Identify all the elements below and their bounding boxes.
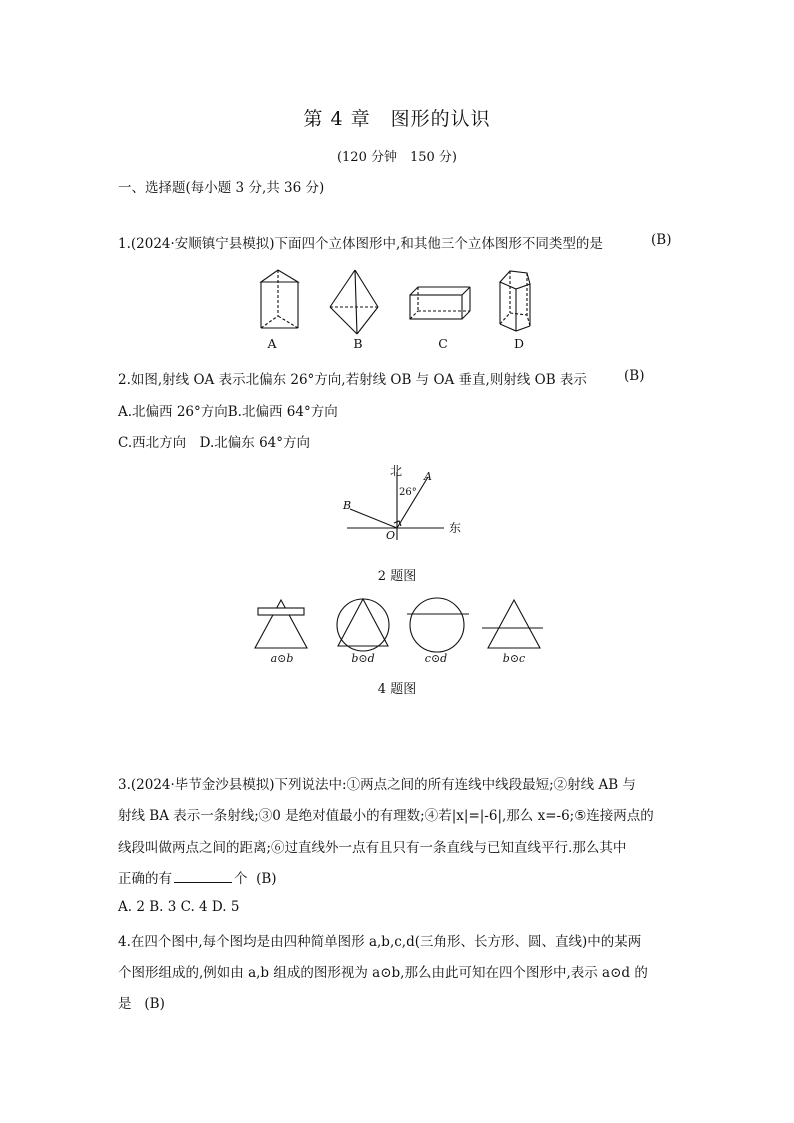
- question-4-shapes-figure: [250, 596, 550, 656]
- question-3-line-2: 射线 BA 表示一条射线;③0 是绝对值最小的有理数;④若|x|=|-6|,那么 x=-6;⑤连接两点的: [118, 808, 654, 824]
- solid-label-d: D: [513, 336, 525, 351]
- label-ray-a: A: [424, 470, 432, 483]
- shape-triangle-circle: [337, 599, 389, 651]
- figure-2-caption: 2 题图: [377, 569, 417, 584]
- question-3-line-4-prefix: 正确的有: [118, 871, 172, 887]
- ray-ob: [350, 509, 397, 528]
- page-subtitle: (120 分钟 150 分): [336, 150, 458, 165]
- figure-4-caption: 4 题图: [377, 682, 417, 697]
- question-4-line-3-text: 是: [118, 996, 132, 1012]
- question-2-answer: (B): [624, 368, 645, 384]
- label-angle: 26°: [399, 487, 417, 498]
- solid-d-pentagonal-prism: [500, 271, 530, 331]
- shape-label-1: a⊙b: [270, 652, 294, 665]
- question-3-line-4-suffix: 个: [234, 871, 248, 887]
- label-origin: O: [386, 529, 396, 542]
- question-3-line-3: 线段叫做两点之间的距离;⑥过直线外一点有且只有一条直线与已知直线平行.那么其中: [118, 840, 627, 856]
- label-north: 北: [390, 464, 403, 478]
- shape-label-2: b⊙d: [351, 652, 375, 665]
- solid-b-pyramid: [330, 270, 378, 334]
- question-4-line-1: 4.在四个图中,每个图均是由四种简单图形 a,b,c,d(三角形、长方形、圆、直线)中的某两: [118, 934, 642, 950]
- question-3-line-1: 3.(2024·毕节金沙县模拟)下列说法中:①两点之间的所有连线中线段最短;②射线 AB 与: [118, 777, 636, 793]
- solid-label-a: A: [267, 336, 277, 351]
- solid-label-c: C: [438, 336, 448, 351]
- question-2-options-2: C.西北方向 D.北偏东 64°方向: [118, 435, 310, 451]
- section-heading: 一、选择题(每小题 3 分,共 36 分): [118, 180, 325, 196]
- label-east: 东: [449, 521, 462, 535]
- solid-label-b: B: [353, 336, 363, 351]
- question-1-answer: (B): [651, 232, 672, 248]
- shape-triangle-line: [482, 600, 543, 648]
- label-ray-b: B: [343, 499, 352, 512]
- question-3-line-4: [118, 867, 277, 887]
- question-3-answer: (B): [256, 871, 277, 887]
- question-2-text: 2.如图,射线 OA 表示北偏东 26°方向,若射线 OB 与 OA 垂直,则射线 OB 表示: [118, 372, 587, 388]
- page-title: 第 4 章 图形的认识: [303, 108, 491, 130]
- shape-circle-line: [407, 598, 469, 652]
- question-4-line-2: 个图形组成的,例如由 a,b 组成的图形视为 a⊙b,那么由此可知在四个图形中,表示 a⊙d 的: [118, 965, 648, 981]
- question-4-line-3: [118, 992, 165, 1012]
- question-2-options-1: A.北偏西 26°方向B.北偏西 64°方向: [118, 404, 338, 420]
- question-1-text: 1.(2024·安顺镇宁县模拟)下面四个立体图形中,和其他三个立体图形不同类型的是: [118, 236, 603, 252]
- solid-c-cuboid: [410, 287, 470, 319]
- shape-label-3: c⊙d: [424, 652, 448, 665]
- ray-oa: [397, 477, 428, 528]
- solid-a-triangular-prism: [261, 270, 298, 328]
- shape-label-4: b⊙c: [502, 652, 526, 665]
- question-3-options: A. 2 B. 3 C. 4 D. 5: [118, 899, 240, 915]
- question-4-answer: (B): [144, 996, 165, 1012]
- answer-blank[interactable]: [174, 868, 232, 883]
- shape-triangle-rectangle: [255, 600, 307, 648]
